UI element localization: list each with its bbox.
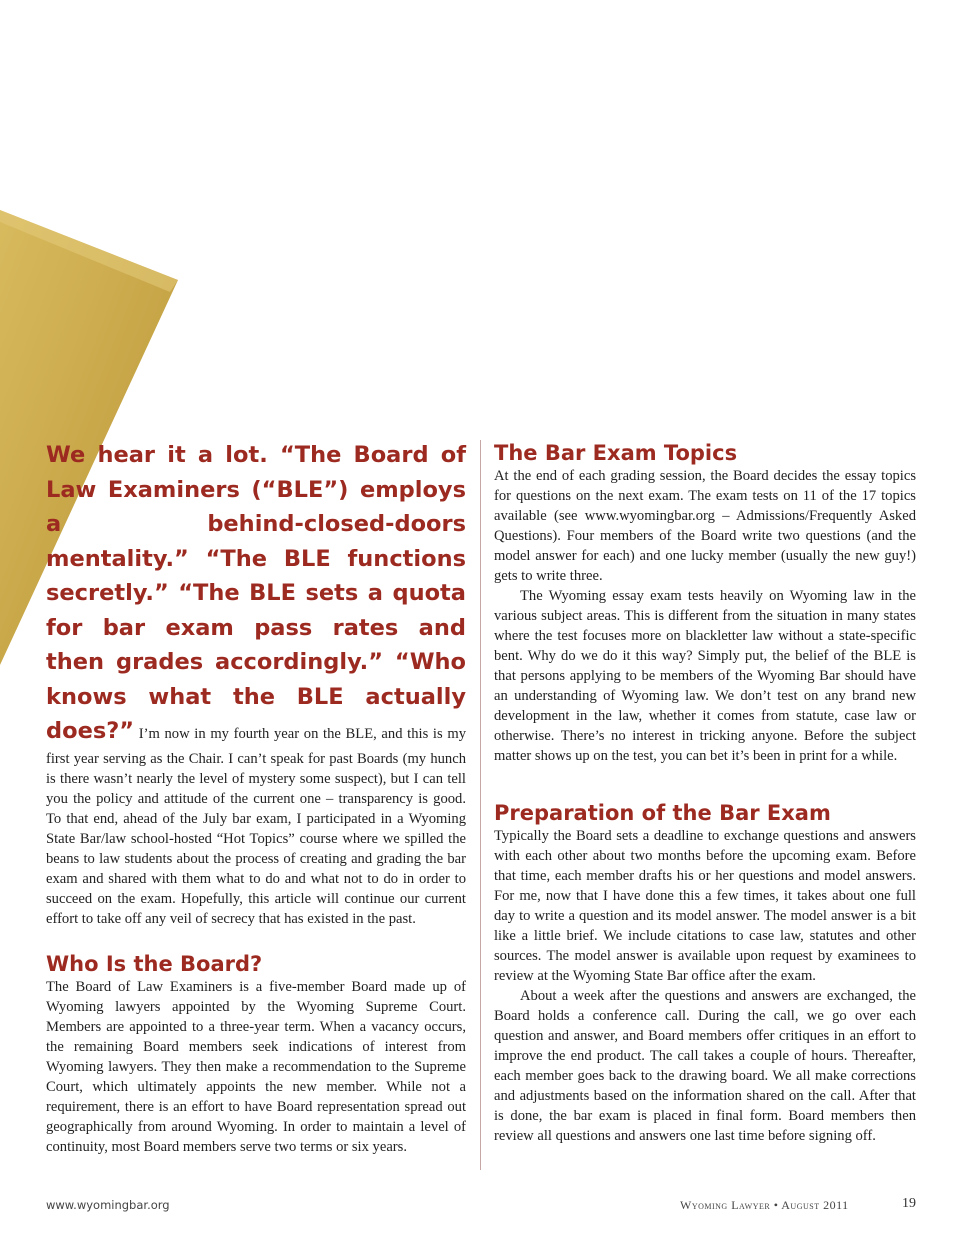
- column-divider: [480, 440, 481, 1170]
- footer-url: www.wyomingbar.org: [46, 1198, 170, 1212]
- bar-exam-topics-paragraph-2: The Wyoming essay exam tests heavily on Wyoming law in the various subject areas. This is different from the situation in many states where the test focuses more on blackletter law without a state-specific bent. Why do we do it this way? Simply put, the belief of the BLE is that persons applying to be members of the Wyoming Bar should have an understanding of Wyoming law. We don’t test on any brand new development in the law, whether it comes from statute, case law or otherwise. There’s no interest in tricking anyone. Before the subject matter shows up on the test, you can bet it’s been in print for a while.: [494, 588, 916, 764]
- intro-paragraph: [46, 438, 466, 929]
- intro-text: I’m now in my fourth year on the BLE, and this is my first year serving as the Chair. I can’t speak for past Boards (my hunch is there wasn’t nearly the level of mystery some suspect), but I can tell you the policy and attitude of the current one – transparency is good. To that end, ahead of the July bar exam, I participated in a Wyoming State Bar/law school-hosted “Hot Topics” course where we spilled the beans to law students about the process of creating and grading the bar exam and shared with them what to do and what not to do in order to succeed on the exam. Hopefully, this article will continue our current effort to take off any veil of secrecy that has existed in the past.: [46, 726, 466, 927]
- right-column: [494, 440, 916, 1146]
- preparation-paragraph-1: Typically the Board sets a deadline to exchange questions and answers with each other about two months before the upcoming exam. Before that time, each member drafts his or her questions and model answers. For me, now that I have done this a few times, it takes about one full day to write a question and its model answer. The model answer is a bit like a little brief. We include citations to case law, statutes and other sources. The model answer is available upon request by examinees to review at the Wyoming State Bar office after the exam.: [494, 828, 916, 984]
- bar-exam-topics-paragraph-1: At the end of each grading session, the Board decides the essay topics for questions on the next exam. The exam tests on 11 of the 17 topics available (see www.wyomingbar.org – Admissions/Frequently Asked Questions). Four members of the Board write two questions (and the model answer for each) and one lucky member (usually the new guy!) gets to write three.: [494, 468, 916, 584]
- who-is-the-board-text: The Board of Law Examiners is a five-member Board made up of Wyoming lawyers appointed by the Wyoming Supreme Court. Members are appointed to a three-year term. When a vacancy occurs, the remaining Board members seek indications of interest from Wyoming lawyers. They then make a recommendation to the Supreme Court, which ultimately appoints the new member. While not a requirement, there is an effort to have Board representation spread out geographically from around Wyoming. In order to maintain a level of continuity, most Board members serve two terms or six years.: [46, 978, 466, 1155]
- section-heading-who-is-the-board: Who Is the Board?: [46, 951, 263, 976]
- left-column: [46, 438, 466, 1157]
- section-heading-preparation: Preparation of the Bar Exam: [494, 801, 831, 825]
- footer-magazine-issue: Wyoming Lawyer • August 2011: [680, 1198, 849, 1212]
- page-number: 19: [902, 1196, 916, 1211]
- section-heading-bar-exam-topics: The Bar Exam Topics: [494, 441, 738, 465]
- pullquote: We hear it a lot. “The Board of Law Examiners (“BLE”) employs a behind-closed-doors mentality.” “The BLE functions secretly.” “The BLE sets a quota for bar exam pass rates and then grades accordingly.” “Who knows what the BLE actually does?”: [46, 442, 466, 744]
- preparation-paragraph-2: About a week after the questions and answers are exchanged, the Board holds a conference call. During the call, we go over each question and answer, and Board members offer critiques in an effort to improve the end product. The call takes a couple of hours. Thereafter, each member goes back to the drawing board. We all make corrections and adjustments based on the information shared on the call. After that is done, the bar exam is placed in final form. Board members then review all questions and answers one last time before signing off.: [494, 988, 916, 1144]
